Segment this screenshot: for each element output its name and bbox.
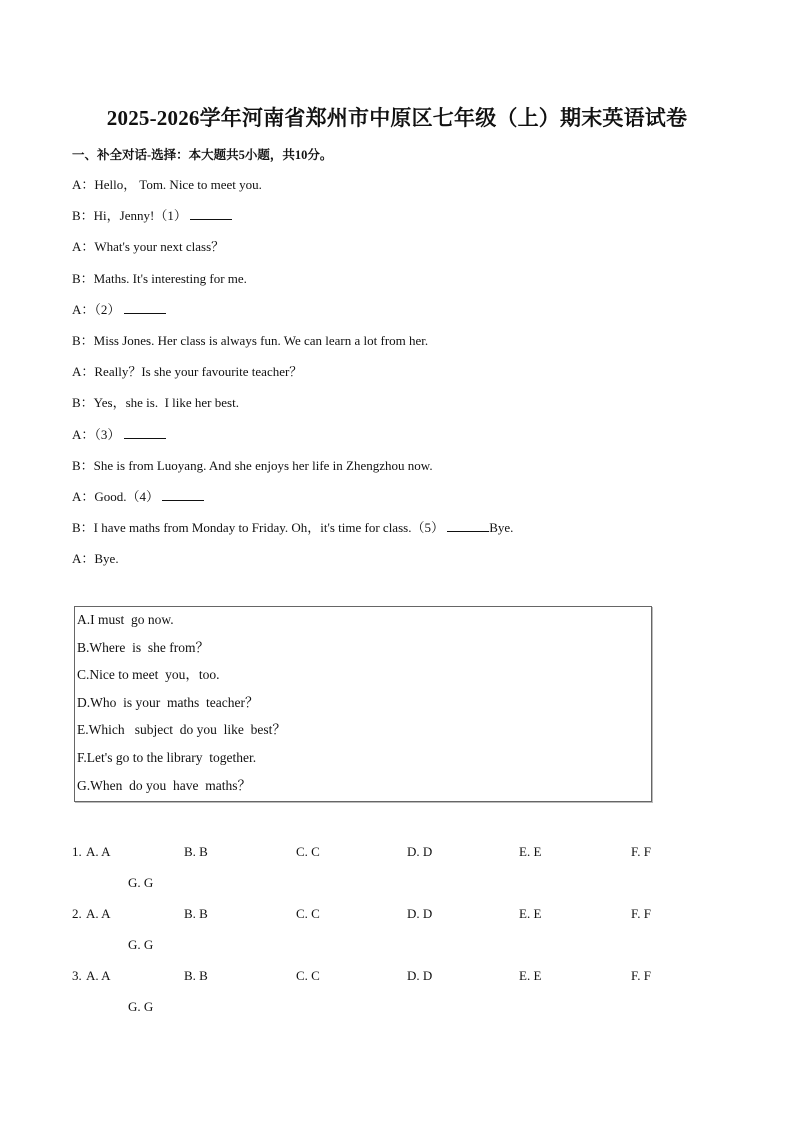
answer-choice[interactable]: G. G	[128, 999, 154, 1014]
dialogue-line	[72, 426, 722, 457]
option-item: G.When do you have maths？	[77, 777, 251, 793]
dialogue-line	[72, 301, 722, 332]
dialogue-text: A：Bye.	[72, 551, 119, 567]
question-number: 2.	[72, 906, 82, 921]
dialogue-line	[72, 176, 722, 207]
option-item: F.Let's go to the library together.	[77, 749, 257, 765]
answer-choice[interactable]: E. E	[519, 844, 542, 859]
dialogue-text: A：Hello， Tom. Nice to meet you.	[72, 177, 262, 192]
answer-choice[interactable]: B. B	[184, 906, 208, 921]
answer-choice[interactable]: E. E	[519, 906, 542, 921]
dialogue-text: A：Really？Is she your favourite teacher？	[72, 364, 303, 380]
answer-choice[interactable]: D. D	[407, 844, 433, 859]
answer-choice[interactable]: B. B	[184, 844, 208, 859]
dialogue-line	[72, 457, 722, 488]
question-number: 3.	[72, 968, 82, 983]
dialogue-text-after: Bye.	[489, 520, 514, 536]
dialogue-line	[72, 363, 722, 394]
option-item: B.Where is she from？	[77, 639, 209, 655]
dialogue-line	[72, 519, 722, 550]
question-row	[72, 967, 722, 998]
answer-blank[interactable]	[124, 426, 166, 439]
answer-blank[interactable]	[447, 519, 489, 532]
dialogue-text: A：（2）	[72, 301, 121, 317]
dialogue-text: B：She is from Luoyang. And she enjoys her life in Zhengzhou now.	[72, 457, 433, 473]
answer-blank[interactable]	[190, 207, 232, 220]
answer-choice[interactable]: D. D	[407, 906, 433, 921]
question-row	[72, 843, 722, 874]
answer-choice[interactable]: G. G	[128, 937, 154, 952]
option-item: D.Who is your maths teacher？	[77, 694, 259, 710]
options-box	[74, 606, 652, 802]
answer-blank[interactable]	[162, 488, 204, 501]
dialogue-line	[72, 270, 722, 301]
answer-choice[interactable]: F. F	[631, 844, 651, 859]
question-row-continued	[72, 874, 722, 905]
option-item: C.Nice to meet you，too.	[77, 667, 220, 683]
dialogue-text: A：（3）	[72, 426, 121, 442]
dialogue-text: A：What's your next class？	[72, 239, 225, 255]
dialogue-line	[72, 394, 722, 425]
question-row-continued	[72, 936, 722, 967]
dialogue-line	[72, 332, 722, 363]
question-number: 1.	[72, 844, 82, 859]
answer-choice[interactable]: A. A	[86, 906, 111, 921]
question-list	[72, 843, 722, 1029]
dialogue-text: B：Yes，she is. I like her best.	[72, 395, 239, 411]
answer-blank[interactable]	[124, 301, 166, 314]
answer-choice[interactable]: C. C	[296, 844, 320, 859]
dialogue-line	[72, 207, 722, 238]
answer-choice[interactable]: F. F	[631, 906, 651, 921]
answer-choice[interactable]: A. A	[86, 844, 111, 859]
answer-choice[interactable]: D. D	[407, 968, 433, 983]
answer-choice[interactable]: A. A	[86, 968, 111, 983]
dialogue-text: B：Miss Jones. Her class is always fun. We can learn a lot from her.	[72, 332, 429, 348]
answer-choice[interactable]: F. F	[631, 968, 651, 983]
question-row	[72, 905, 722, 936]
dialogue-line	[72, 238, 722, 269]
answer-choice[interactable]: E. E	[519, 968, 542, 983]
section-1-heading: 一、补全对话-选择：本大题共5小题，共10分。	[72, 148, 333, 162]
dialogue-text: B：Hi，Jenny!（1）	[72, 208, 187, 224]
answer-choice[interactable]: C. C	[296, 906, 320, 921]
answer-choice[interactable]: G. G	[128, 875, 154, 890]
dialogue	[72, 176, 722, 581]
dialogue-line	[72, 550, 722, 581]
answer-choice[interactable]: B. B	[184, 968, 208, 983]
dialogue-text: B：I have maths from Monday to Friday. Oh，it's time for class.（5）	[72, 520, 444, 536]
answer-choice[interactable]: C. C	[296, 968, 320, 983]
option-item: A.I must go now.	[77, 612, 174, 627]
dialogue-line	[72, 488, 722, 519]
dialogue-text: B：Maths. It's interesting for me.	[72, 270, 247, 286]
exam-title: 2025-2026学年河南省郑州市中原区七年级（上）期末英语试卷	[106, 106, 688, 130]
option-item: E.Which subject do you like best？	[77, 722, 286, 738]
dialogue-text: A：Good.（4）	[72, 488, 160, 504]
question-row-continued	[72, 998, 722, 1029]
